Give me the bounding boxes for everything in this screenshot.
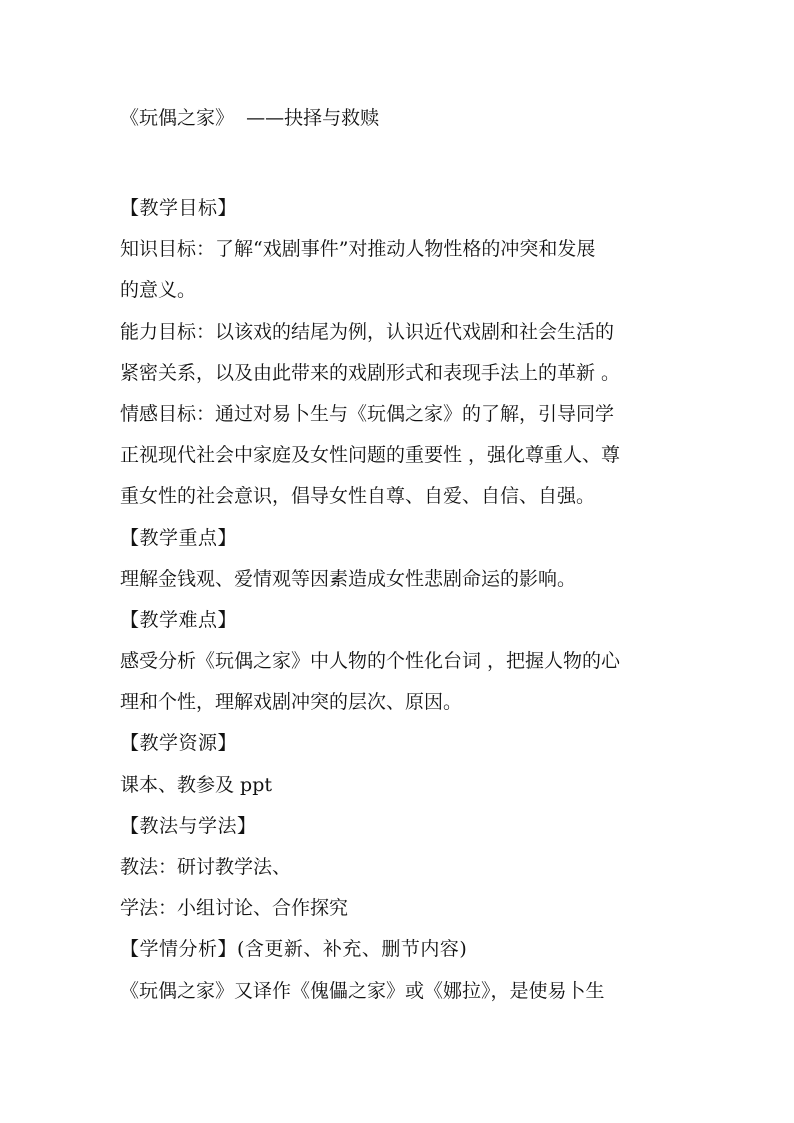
heading-teaching-resources: 【教学资源】 <box>120 732 238 755</box>
paragraph-line: 《玩偶之家》又译作《傀儡之家》或《娜拉》，是使易卜生 <box>120 979 605 1002</box>
heading-teaching-difficulty: 【教学难点】 <box>120 608 238 631</box>
paragraph-line: 重女性的社会意识，倡导女性自尊、自爱、自信、自强。 <box>120 485 596 508</box>
paragraph-line: 情感目标：通过对易卜生与《玩偶之家》的了解，引导同学 <box>120 402 615 425</box>
heading-teaching-methods: 【教法与学法】 <box>120 814 257 837</box>
paragraph-line: 能力目标：以该戏的结尾为例，认识近代戏剧和社会生活的 <box>120 320 615 343</box>
paragraph-line: 教法：研讨教学法、 <box>120 856 292 878</box>
paragraph-line: 正视现代社会中家庭及女性问题的重要性 ，强化尊重人、尊 <box>120 444 621 467</box>
paragraph-line: 的意义。 <box>120 279 197 302</box>
heading-learning-analysis: 【学情分析】(含更新、补充、删节内容) <box>120 938 468 961</box>
heading-teaching-goals: 【教学目标】 <box>120 197 238 219</box>
document-title: 《玩偶之家》 ——抉择与救赎 <box>120 107 380 129</box>
heading-teaching-focus: 【教学重点】 <box>120 526 238 549</box>
paragraph-line: 感受分析《玩偶之家》中人物的个性化台词 ，把握人物的心 <box>120 650 621 673</box>
document-body <box>120 188 680 1012</box>
paragraph-line: 理和个性，理解戏剧冲突的层次、原因。 <box>120 691 463 714</box>
paragraph-line: 课本、教参及 ppt <box>120 773 273 796</box>
paragraph-line: 紧密关系，以及由此带来的戏剧形式和表现手法上的革新 。 <box>120 361 621 384</box>
paragraph-line: 理解金钱观、爱情观等因素造成女性悲剧命运的影响。 <box>120 567 577 590</box>
paragraph-line: 学法：小组讨论、合作探究 <box>120 897 349 920</box>
paragraph-line: 知识目标：了解“戏剧事件”对推动人物性格的冲突和发展 <box>120 238 596 261</box>
